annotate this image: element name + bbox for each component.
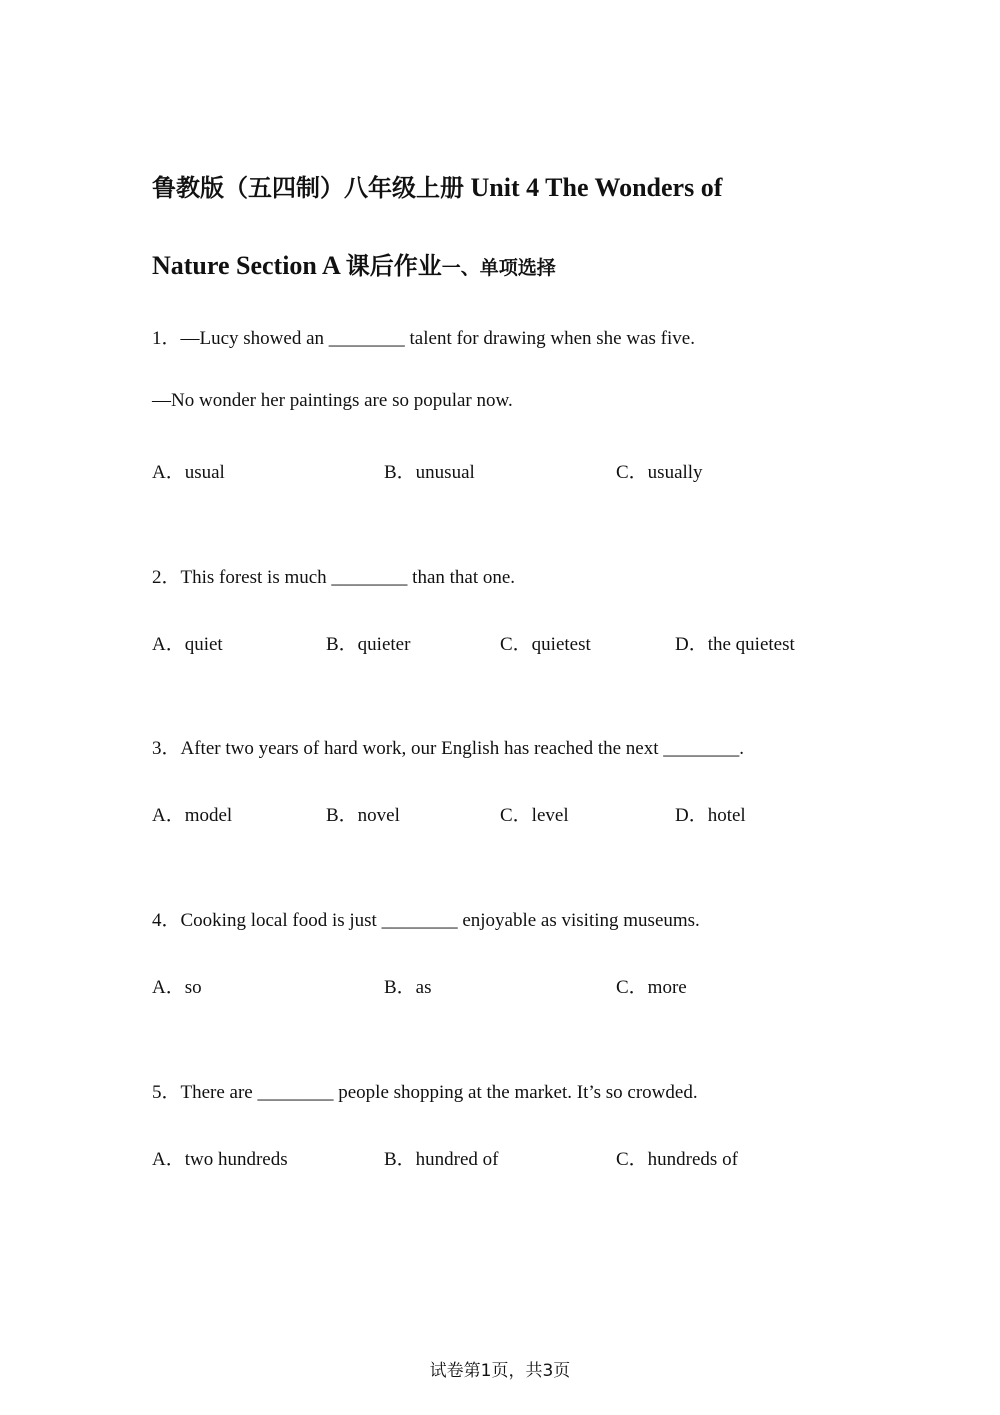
title-line-2 [152, 246, 556, 281]
question-3-text: 3．After two years of hard work, our English has reached the next ________. [152, 738, 745, 759]
question-3-option-d: D．hotel [675, 805, 746, 826]
title-english-part: Nature Section A [152, 251, 346, 280]
question-5-option-b: B．hundred of [384, 1149, 499, 1170]
section-heading: 一、单项选择 [441, 257, 556, 279]
question-2-option-b: B．quieter [326, 634, 411, 655]
question-2-text: 2．This forest is much ________ than that one. [152, 567, 516, 588]
title-chinese-part: 课后作业 [345, 252, 442, 280]
question-2-option-d: D．the quietest [675, 634, 795, 655]
question-4-text: 4．Cooking local food is just ________ enjoyable as visiting museums. [152, 910, 700, 931]
question-4-option-c: C．more [616, 977, 687, 998]
question-2-option-a: A．quiet [152, 634, 223, 655]
question-4-option-b: B．as [384, 977, 432, 998]
question-2-option-c: C．quietest [500, 634, 591, 655]
question-3-option-c: C．level [500, 805, 569, 826]
question-3-option-b: B．novel [326, 805, 400, 826]
question-1-option-c: C．usually [616, 462, 703, 483]
question-5-text: 5．There are ________ people shopping at the market. It’s so crowded. [152, 1082, 698, 1103]
page-footer: 试卷第1页，共3页 [429, 1361, 571, 1381]
question-1-option-a: A．usual [152, 462, 225, 483]
question-1-option-b: B．unusual [384, 462, 475, 483]
question-4-option-a: A．so [152, 977, 202, 998]
question-1-text: 1．—Lucy showed an ________ talent for drawing when she was five. [152, 328, 695, 349]
question-3-option-a: A．model [152, 805, 233, 826]
title-line-1 [152, 168, 722, 203]
title-english-part: Unit 4 The Wonders of [464, 173, 723, 202]
title-chinese-part: 鲁教版（五四制）八年级上册 [152, 174, 464, 202]
question-5-option-a: A．two hundreds [152, 1149, 288, 1170]
question-5-option-c: C．hundreds of [616, 1149, 738, 1170]
question-1-text-line-2: —No wonder her paintings are so popular now. [152, 390, 513, 411]
